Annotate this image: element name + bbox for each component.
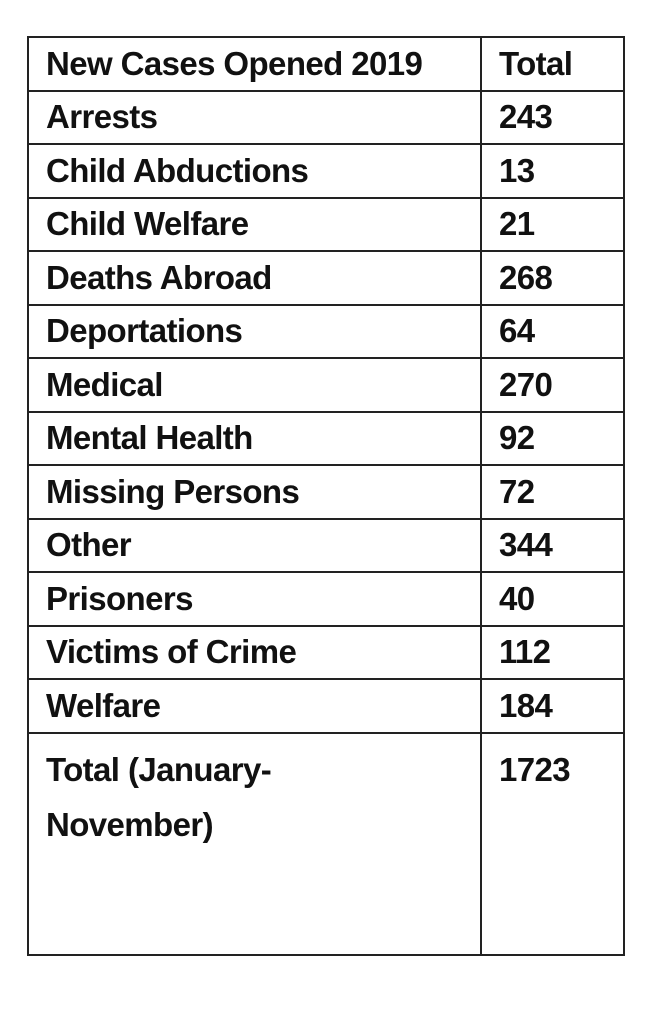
category-cell: Child Welfare	[28, 198, 481, 252]
total-cell: 92	[481, 412, 624, 466]
total-cell: 184	[481, 679, 624, 733]
table-row	[28, 305, 624, 359]
category-cell: Deportations	[28, 305, 481, 359]
category-cell: Welfare	[28, 679, 481, 733]
category-cell: Medical	[28, 358, 481, 412]
table-row	[28, 251, 624, 305]
category-cell: Other	[28, 519, 481, 573]
total-cell: 344	[481, 519, 624, 573]
table-row	[28, 626, 624, 680]
header-category-cell: New Cases Opened 2019	[28, 37, 481, 91]
category-cell: Arrests	[28, 91, 481, 145]
grand-total-cell: 1723	[481, 733, 624, 955]
total-cell: 13	[481, 144, 624, 198]
header-total-cell: Total	[481, 37, 624, 91]
table-row	[28, 412, 624, 466]
total-label-cell: Total (January-November)	[28, 733, 481, 955]
total-cell: 40	[481, 572, 624, 626]
table-row	[28, 144, 624, 198]
table-row	[28, 572, 624, 626]
total-cell: 21	[481, 198, 624, 252]
total-cell: 243	[481, 91, 624, 145]
category-cell: Child Abductions	[28, 144, 481, 198]
total-cell: 268	[481, 251, 624, 305]
category-cell: Missing Persons	[28, 465, 481, 519]
cases-table	[27, 36, 625, 956]
table-header-row	[28, 37, 624, 91]
total-cell: 72	[481, 465, 624, 519]
table-row	[28, 465, 624, 519]
table-row	[28, 91, 624, 145]
total-cell: 64	[481, 305, 624, 359]
total-cell: 270	[481, 358, 624, 412]
category-cell: Victims of Crime	[28, 626, 481, 680]
table-row	[28, 679, 624, 733]
category-cell: Mental Health	[28, 412, 481, 466]
category-cell: Deaths Abroad	[28, 251, 481, 305]
table-row	[28, 519, 624, 573]
table-total-row	[28, 733, 624, 955]
table-row	[28, 198, 624, 252]
category-cell: Prisoners	[28, 572, 481, 626]
total-cell: 112	[481, 626, 624, 680]
table-row	[28, 358, 624, 412]
